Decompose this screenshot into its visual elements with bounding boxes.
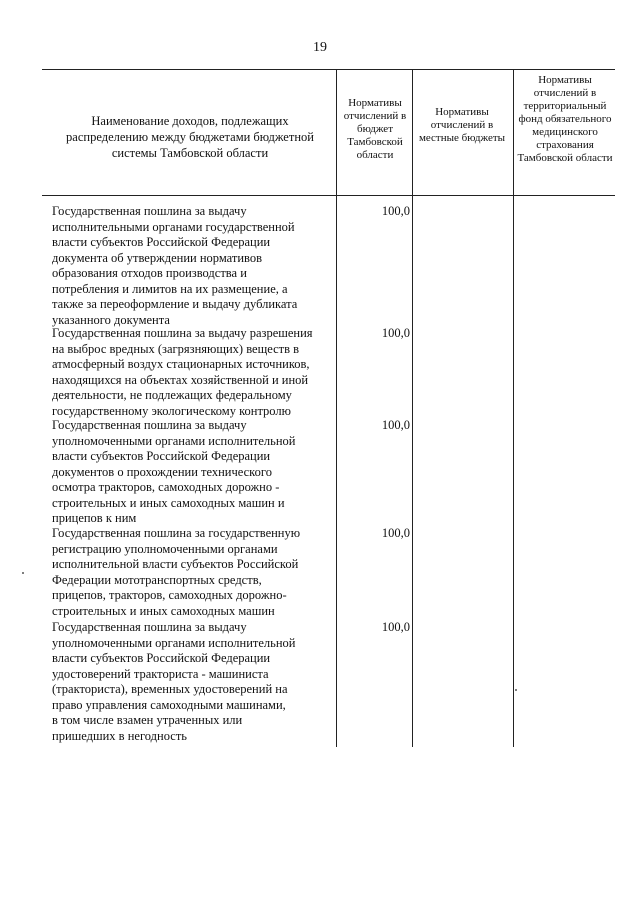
table-row-5-name: Государственная пошлина за выдачу уполномоченными органами исполнительной власти субъектов Российской Федерации удостоверений тракториста - машиниста (тракториста), временных удостоверений на право управления самоходными машинами, в том числе взамен утраченных или пришедших в негодность (52, 620, 296, 743)
header-regional-budget: Нормативы отчислений в бюджет Тамбовской области (343, 97, 407, 161)
column-divider-1 (336, 69, 337, 747)
table-row-3-name: Государственная пошлина за выдачу уполномоченными органами исполнительной власти субъектов Российской Федерации документов о прохождении технического осмотра тракторов, самоходных дорожно - строительных и иных самоходных машин и прицепов к ним (52, 418, 296, 525)
table-row-1-regional-value: 100,0 (381, 204, 410, 218)
page-number: 19 (313, 40, 327, 55)
table-row-2-regional-value: 100,0 (381, 326, 410, 340)
header-medical-insurance-fund: Нормативы отчислений в территориальный фонд обязательного медицинского страхования Тамбовской области (517, 74, 613, 164)
scan-speck (22, 572, 24, 574)
header-local-budgets: Нормативы отчислений в местные бюджеты (418, 106, 506, 144)
column-divider-2 (412, 69, 413, 747)
table-row-4-name: Государственная пошлина за государственную регистрацию уполномоченными органами исполнительной власти субъектов Российской Федерации мототранспортных средств, прицепов, тракторов, самоходных дорожно- строительных и иных самоходных машин (52, 526, 301, 618)
table-row-2-name: Государственная пошлина за выдачу разрешения на выброс вредных (загрязняющих) веществ в атмосферный воздух стационарных источников, находящихся на объектах хозяйственной и иной деятельности, не подлежащих федеральному государственному экологическому контролю (52, 326, 313, 418)
table-top-border (42, 69, 615, 70)
header-name-column: Наименование доходов, подлежащих распределению между бюджетами бюджетной системы Тамбовской области (66, 114, 314, 160)
scan-speck (515, 689, 517, 691)
table-header-bottom-border (42, 195, 615, 196)
table-row-1-name: Государственная пошлина за выдачу исполнительными органами государственной власти субъектов Российской Федерации документа об утверждении нормативов образования отходов производства и потребления и лимитов на их размещение, а также за переоформление и выдачу дубликата указанного документа (52, 204, 298, 327)
table-row-3-regional-value: 100,0 (381, 418, 410, 432)
table-row-5-regional-value: 100,0 (381, 620, 410, 634)
table-row-4-regional-value: 100,0 (381, 526, 410, 540)
column-divider-3 (513, 69, 514, 747)
